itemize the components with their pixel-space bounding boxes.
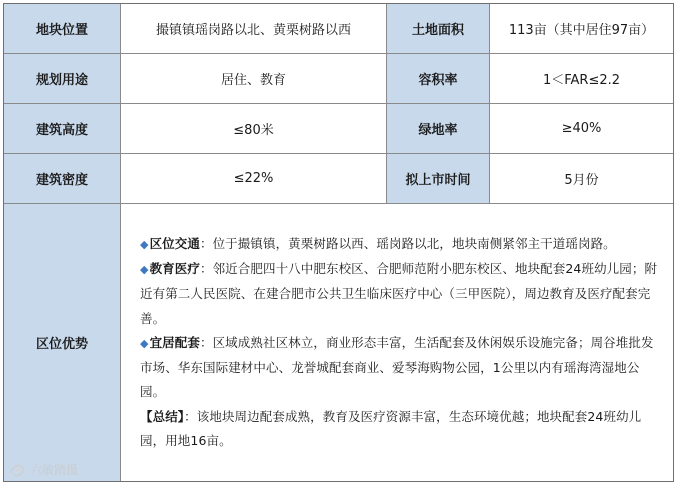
living-text: ：区域成熟社区林立，商业形态丰富，生活配套及休闲娱乐设施完备；周谷堆批发市场、华东国际建材中心、龙誉城配套商业、爱琴海购物公园，1公里以内有瑶海湾湿地公园。 — [140, 334, 654, 400]
label-location-text: 地块位置 — [35, 23, 88, 38]
advantage-traffic — [140, 232, 659, 257]
diamond-bullet-icon: ◆ — [140, 336, 149, 350]
advantage-paragraphs — [140, 232, 659, 453]
value-green-ratio-text: ≥40% — [561, 121, 602, 136]
label-listing-time — [387, 154, 490, 204]
label-building-density-text: 建筑密度 — [35, 173, 88, 188]
value-listing-time-text: 5月份 — [564, 173, 599, 188]
label-building-height — [4, 104, 121, 154]
label-far-text: 容积率 — [418, 73, 458, 88]
label-location-advantage-text: 区位优势 — [35, 337, 88, 352]
label-building-height-text: 建筑高度 — [35, 123, 88, 138]
value-land-area — [490, 4, 673, 54]
value-location-text: 撮镇镇瑶岗路以北、黄栗树路以西 — [155, 23, 351, 38]
label-green-ratio-text: 绿地率 — [418, 123, 458, 138]
label-building-density — [4, 154, 121, 204]
location-advantage-content — [121, 204, 673, 481]
advantage-living — [140, 331, 659, 405]
watermark-text: 六敏踏摄 — [30, 463, 79, 477]
label-listing-time-text: 拟上市时间 — [405, 173, 471, 188]
diamond-bullet-icon: ◆ — [140, 238, 149, 252]
label-far — [387, 54, 490, 104]
label-planned-use — [4, 54, 121, 104]
summary-text: ：该地块周边配套成熟，教育及医疗资源丰富，生态环境优越；地块配套24班幼儿园，用地16亩。 — [140, 408, 642, 448]
traffic-title: 区位交通 — [149, 236, 200, 252]
value-far-text: 1＜FAR≤2.2 — [542, 73, 621, 88]
advantage-education — [140, 257, 659, 331]
watermark — [8, 461, 78, 478]
label-land-area-text: 土地面积 — [411, 23, 464, 38]
label-land-area — [387, 4, 490, 54]
value-far — [490, 54, 673, 104]
watermark-logo-icon — [8, 462, 26, 478]
value-building-density-text: ≤22% — [233, 171, 274, 186]
summary-title: 【总结】 — [140, 408, 185, 424]
value-land-area-text: 113亩（其中居住97亩） — [508, 23, 655, 38]
traffic-text: ：位于撮镇镇，黄栗树路以西、瑶岗路以北，地块南侧紧邻主干道瑶岗路。 — [199, 236, 616, 252]
value-location — [121, 4, 387, 54]
education-title: 教育医疗 — [149, 261, 200, 277]
education-text: ：邻近合肥四十八中肥东校区、合肥师范附小肥东校区、地块配套24班幼儿园；附近有第二人民医院、在建合肥市公共卫生临床医疗中心（三甲医院），周边教育及医疗配套完善。 — [140, 261, 658, 326]
value-building-density — [121, 154, 387, 204]
label-location-advantage — [4, 204, 121, 481]
diamond-bullet-icon: ◆ — [140, 263, 149, 277]
land-info-table — [3, 3, 674, 482]
label-planned-use-text: 规划用途 — [35, 73, 88, 88]
label-location — [4, 4, 121, 54]
label-green-ratio — [387, 104, 490, 154]
value-planned-use-text: 居住、教育 — [220, 73, 286, 88]
advantage-summary — [140, 405, 659, 453]
value-building-height-text: ≤80米 — [233, 123, 274, 138]
value-building-height — [121, 104, 387, 154]
value-planned-use — [121, 54, 387, 104]
value-listing-time — [490, 154, 673, 204]
value-green-ratio — [490, 104, 673, 154]
living-title: 宜居配套 — [149, 334, 200, 350]
